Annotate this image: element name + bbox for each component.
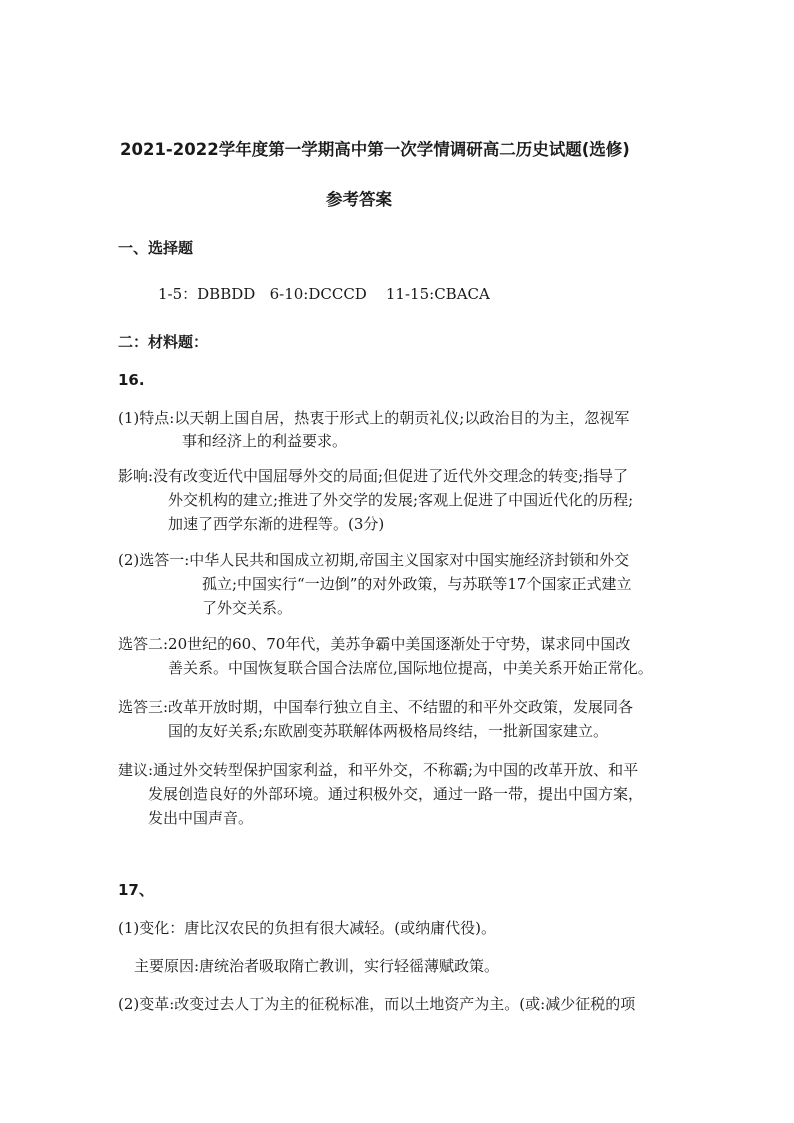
q16-suggestion-line3: 发出中国声音。 <box>148 809 254 827</box>
q16-part1-line1: (1)特点:以天朝上国自居，热衷于形式上的朝贡礼仪;以政治目的为主，忽视军 <box>118 409 630 427</box>
q17-line3: (2)变革:改变过去人丁为主的征税标准，而以土地资产为主。(或:减少征税的项 <box>118 995 636 1013</box>
q16-option2-line2: 善关系。中国恢复联合国合法席位,国际地位提高，中美关系开始正常化。 <box>168 659 653 677</box>
section-heading-material: 二：材料题： <box>118 333 209 351</box>
section-heading-choice: 一、选择题 <box>118 239 194 257</box>
choice-answers: 1-5：DBBDD 6-10:DCCCD 11-15:CBACA <box>158 285 490 303</box>
q17-line2: 主要原因:唐统治者吸取隋亡教训，实行轻徭薄赋政策。 <box>134 957 500 975</box>
q16-part1-line2: 事和经济上的利益要求。 <box>182 432 348 450</box>
q16-impact-line2: 外交机构的建立;推进了外交学的发展;客观上促进了中国近代化的历程; <box>168 491 634 509</box>
page-title: 2021-2022学年度第一学期高中第一次学情调研高二历史试题(选修) <box>120 140 630 159</box>
q16-impact-line1: 影响:没有改变近代中国屈辱外交的局面;但促进了近代外交理念的转变;指导了 <box>118 467 629 485</box>
q16-impact-line3: 加速了西学东渐的进程等。(3分) <box>168 515 385 533</box>
page-subtitle: 参考答案 <box>326 190 392 209</box>
question-16-number: 16. <box>118 371 145 389</box>
q16-option1-line3: 了外交关系。 <box>202 599 293 617</box>
q17-line1: (1)变化：唐比汉农民的负担有很大减轻。(或纳庸代役)。 <box>118 919 496 937</box>
q16-suggestion-line1: 建议:通过外交转型保护国家利益，和平外交，不称霸;为中国的改革开放、和平 <box>118 761 639 779</box>
q16-suggestion-line2: 发展创造良好的外部环境。通过积极外交，通过一路一带，提出中国方案， <box>148 785 644 803</box>
q16-option3-line1: 选答三:改革开放时期，中国奉行独立自主、不结盟的和平外交政策，发展同各 <box>118 698 634 716</box>
q16-option1-line2: 孤立;中国实行“一边倒”的对外政策，与苏联等17个国家正式建立 <box>202 575 632 593</box>
q16-option1-line1: (2)选答一:中华人民共和国成立初期,帝国主义国家对中国实施经济封锁和外交 <box>118 551 630 569</box>
q16-option3-line2: 国的友好关系;东欧剧变苏联解体两极格局终结，一批新国家建立。 <box>168 722 609 740</box>
q16-option2-line1: 选答二:20世纪的60、70年代，美苏争霸中美国逐渐处于守势，谋求同中国改 <box>118 635 631 653</box>
question-17-number: 17、 <box>118 881 154 899</box>
